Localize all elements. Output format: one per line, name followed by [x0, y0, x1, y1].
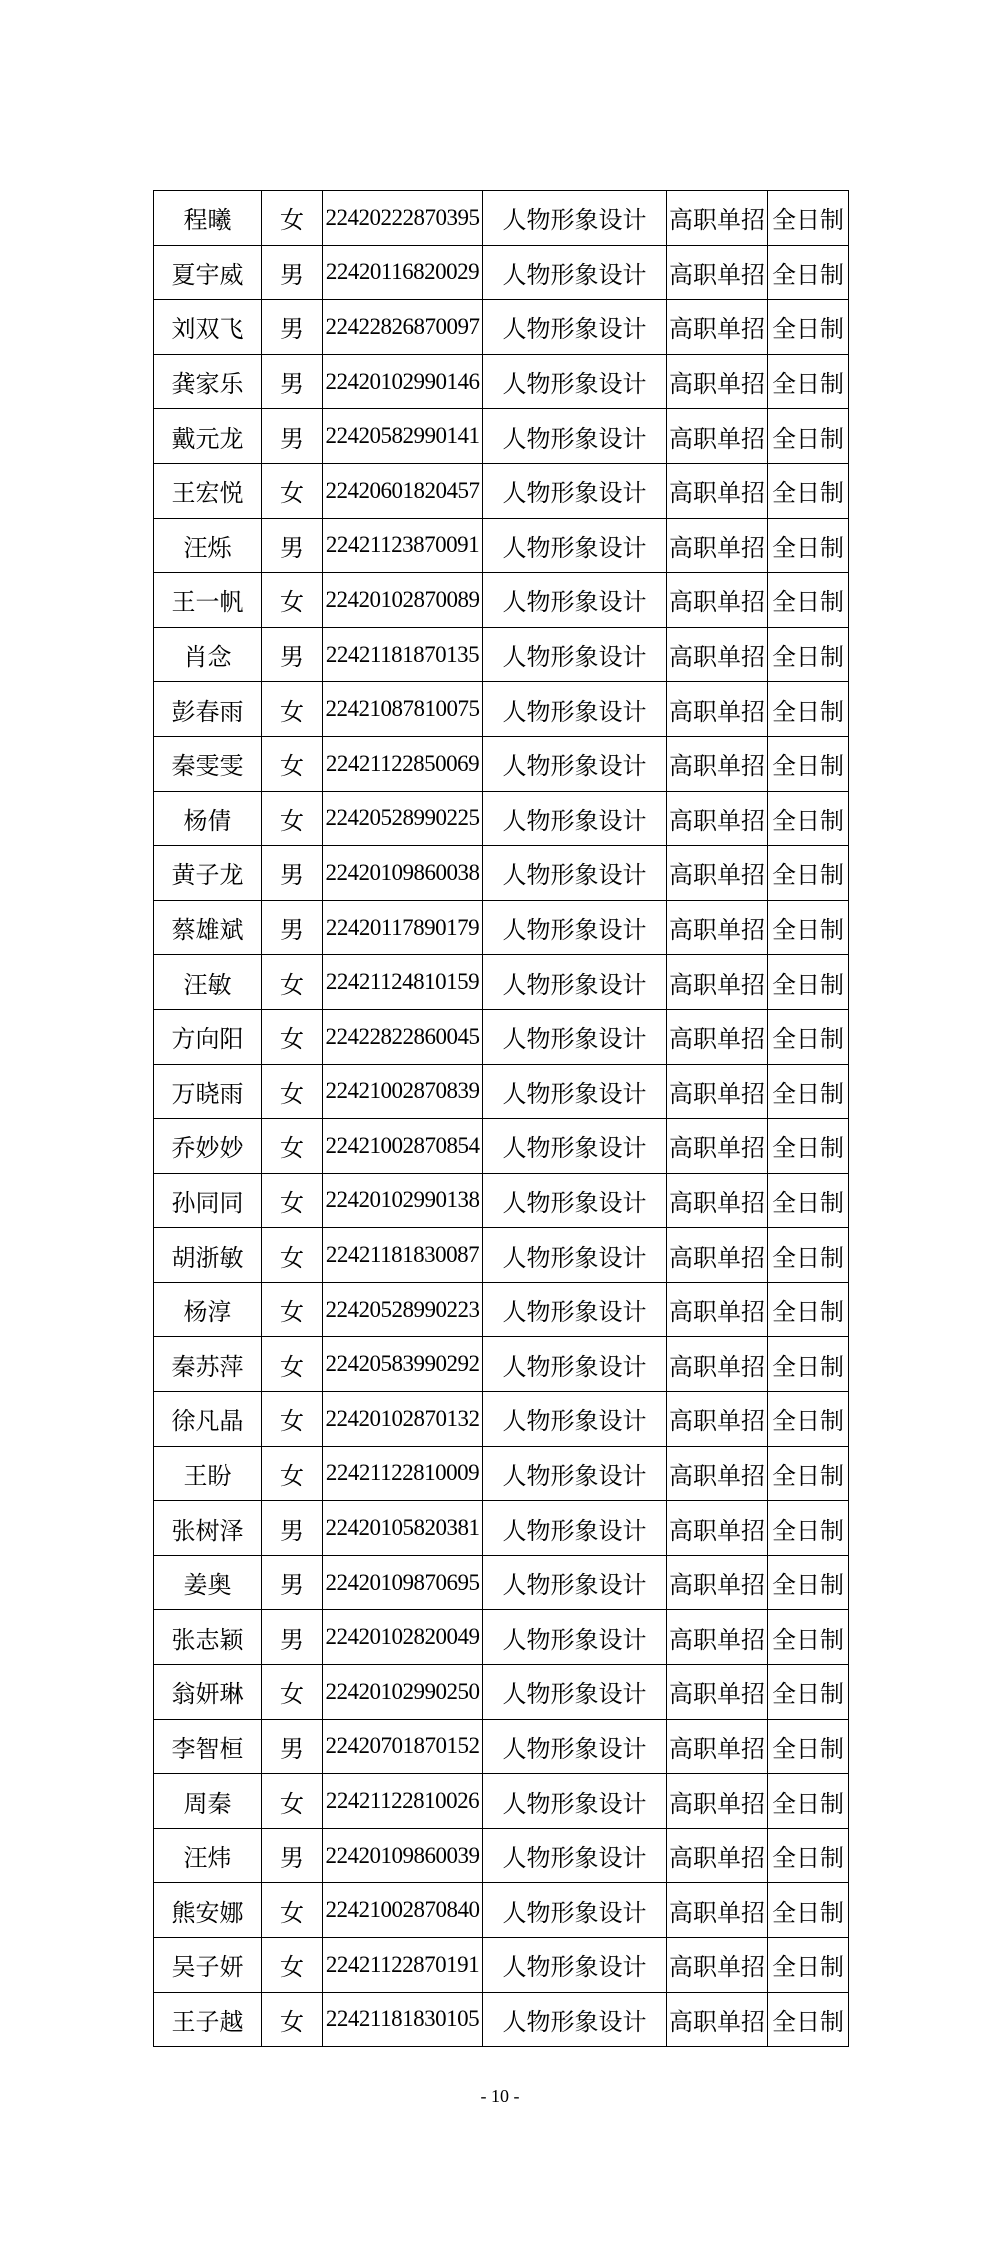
- name-cell: 徐凡晶: [154, 1392, 262, 1447]
- gender-cell: 女: [262, 463, 323, 518]
- major-cell: 人物形象设计: [483, 1938, 667, 1993]
- major-cell: 人物形象设计: [483, 1119, 667, 1174]
- major-cell: 人物形象设计: [483, 300, 667, 355]
- gender-cell: 女: [262, 791, 323, 846]
- major-cell: 人物形象设计: [483, 955, 667, 1010]
- study-mode-cell: 全日制: [768, 1392, 849, 1447]
- study-mode-cell: 全日制: [768, 1828, 849, 1883]
- gender-cell: 男: [262, 846, 323, 901]
- admission-type-cell: 高职单招: [667, 354, 768, 409]
- admission-type-cell: 高职单招: [667, 955, 768, 1010]
- name-cell: 熊安娜: [154, 1883, 262, 1938]
- study-mode-cell: 全日制: [768, 682, 849, 737]
- admission-type-cell: 高职单招: [667, 1555, 768, 1610]
- major-cell: 人物形象设计: [483, 1064, 667, 1119]
- gender-cell: 女: [262, 1665, 323, 1720]
- major-cell: 人物形象设计: [483, 354, 667, 409]
- table-row: [154, 1009, 849, 1064]
- study-mode-cell: 全日制: [768, 627, 849, 682]
- study-mode-cell: 全日制: [768, 1774, 849, 1829]
- table-row: [154, 245, 849, 300]
- exam-number-cell: 22421002870854: [323, 1119, 483, 1174]
- name-cell: 汪炜: [154, 1828, 262, 1883]
- admission-type-cell: 高职单招: [667, 1392, 768, 1447]
- exam-number-cell: 22420102990146: [323, 354, 483, 409]
- exam-number-cell: 22421181830087: [323, 1228, 483, 1283]
- gender-cell: 男: [262, 300, 323, 355]
- exam-number-cell: 22422822860045: [323, 1009, 483, 1064]
- table-row: [154, 736, 849, 791]
- table-row: [154, 1392, 849, 1447]
- major-cell: 人物形象设计: [483, 518, 667, 573]
- exam-number-cell: 22420102990250: [323, 1665, 483, 1720]
- study-mode-cell: 全日制: [768, 1719, 849, 1774]
- name-cell: 黄子龙: [154, 846, 262, 901]
- name-cell: 王宏悦: [154, 463, 262, 518]
- study-mode-cell: 全日制: [768, 409, 849, 464]
- study-mode-cell: 全日制: [768, 900, 849, 955]
- name-cell: 王一帆: [154, 573, 262, 628]
- gender-cell: 女: [262, 1992, 323, 2047]
- major-cell: 人物形象设计: [483, 627, 667, 682]
- admission-type-cell: 高职单招: [667, 1173, 768, 1228]
- student-list-table: [153, 190, 849, 2047]
- major-cell: 人物形象设计: [483, 1555, 667, 1610]
- major-cell: 人物形象设计: [483, 1228, 667, 1283]
- table-row: [154, 846, 849, 901]
- major-cell: 人物形象设计: [483, 1992, 667, 2047]
- name-cell: 程曦: [154, 191, 262, 246]
- exam-number-cell: 22421087810075: [323, 682, 483, 737]
- exam-number-cell: 22420528990225: [323, 791, 483, 846]
- table-row: [154, 1064, 849, 1119]
- major-cell: 人物形象设计: [483, 1392, 667, 1447]
- name-cell: 杨淳: [154, 1282, 262, 1337]
- major-cell: 人物形象设计: [483, 736, 667, 791]
- table-row: [154, 1992, 849, 2047]
- gender-cell: 女: [262, 1228, 323, 1283]
- study-mode-cell: 全日制: [768, 1992, 849, 2047]
- major-cell: 人物形象设计: [483, 409, 667, 464]
- admission-type-cell: 高职单招: [667, 791, 768, 846]
- major-cell: 人物形象设计: [483, 1446, 667, 1501]
- exam-number-cell: 22420528990223: [323, 1282, 483, 1337]
- name-cell: 汪烁: [154, 518, 262, 573]
- admission-type-cell: 高职单招: [667, 1282, 768, 1337]
- admission-type-cell: 高职单招: [667, 1501, 768, 1556]
- study-mode-cell: 全日制: [768, 1009, 849, 1064]
- table-row: [154, 955, 849, 1010]
- name-cell: 肖念: [154, 627, 262, 682]
- exam-number-cell: 22421122850069: [323, 736, 483, 791]
- table-row: [154, 1173, 849, 1228]
- name-cell: 万晓雨: [154, 1064, 262, 1119]
- major-cell: 人物形象设计: [483, 1282, 667, 1337]
- gender-cell: 女: [262, 1883, 323, 1938]
- name-cell: 刘双飞: [154, 300, 262, 355]
- gender-cell: 女: [262, 1337, 323, 1392]
- major-cell: 人物形象设计: [483, 1501, 667, 1556]
- gender-cell: 女: [262, 682, 323, 737]
- study-mode-cell: 全日制: [768, 1446, 849, 1501]
- gender-cell: 女: [262, 1774, 323, 1829]
- table-row: [154, 1337, 849, 1392]
- study-mode-cell: 全日制: [768, 463, 849, 518]
- table-row: [154, 1938, 849, 1993]
- gender-cell: 男: [262, 1719, 323, 1774]
- table-row: [154, 1610, 849, 1665]
- exam-number-cell: 22421122870191: [323, 1938, 483, 1993]
- table-row: [154, 1665, 849, 1720]
- exam-number-cell: 22421124810159: [323, 955, 483, 1010]
- major-cell: 人物形象设计: [483, 1828, 667, 1883]
- admission-type-cell: 高职单招: [667, 1228, 768, 1283]
- study-mode-cell: 全日制: [768, 1883, 849, 1938]
- study-mode-cell: 全日制: [768, 1119, 849, 1174]
- name-cell: 戴元龙: [154, 409, 262, 464]
- gender-cell: 男: [262, 245, 323, 300]
- admission-type-cell: 高职单招: [667, 1337, 768, 1392]
- study-mode-cell: 全日制: [768, 955, 849, 1010]
- admission-type-cell: 高职单招: [667, 1446, 768, 1501]
- exam-number-cell: 22421002870839: [323, 1064, 483, 1119]
- admission-type-cell: 高职单招: [667, 1828, 768, 1883]
- gender-cell: 女: [262, 1173, 323, 1228]
- exam-number-cell: 22420105820381: [323, 1501, 483, 1556]
- admission-type-cell: 高职单招: [667, 682, 768, 737]
- table-row: [154, 1119, 849, 1174]
- study-mode-cell: 全日制: [768, 518, 849, 573]
- gender-cell: 男: [262, 518, 323, 573]
- table-row: [154, 409, 849, 464]
- table-row: [154, 682, 849, 737]
- table-row: [154, 191, 849, 246]
- major-cell: 人物形象设计: [483, 682, 667, 737]
- admission-type-cell: 高职单招: [667, 1883, 768, 1938]
- name-cell: 翁妍琳: [154, 1665, 262, 1720]
- name-cell: 夏宇威: [154, 245, 262, 300]
- exam-number-cell: 22420117890179: [323, 900, 483, 955]
- major-cell: 人物形象设计: [483, 1009, 667, 1064]
- exam-number-cell: 22421181870135: [323, 627, 483, 682]
- table-row: [154, 354, 849, 409]
- exam-number-cell: 22421181830105: [323, 1992, 483, 2047]
- gender-cell: 女: [262, 1282, 323, 1337]
- major-cell: 人物形象设计: [483, 573, 667, 628]
- admission-type-cell: 高职单招: [667, 1064, 768, 1119]
- admission-type-cell: 高职单招: [667, 627, 768, 682]
- gender-cell: 女: [262, 1446, 323, 1501]
- name-cell: 汪敏: [154, 955, 262, 1010]
- admission-type-cell: 高职单招: [667, 1665, 768, 1720]
- exam-number-cell: 22420582990141: [323, 409, 483, 464]
- study-mode-cell: 全日制: [768, 300, 849, 355]
- table-row: [154, 1228, 849, 1283]
- exam-number-cell: 22420116820029: [323, 245, 483, 300]
- major-cell: 人物形象设计: [483, 463, 667, 518]
- table-row: [154, 900, 849, 955]
- name-cell: 李智桓: [154, 1719, 262, 1774]
- name-cell: 秦雯雯: [154, 736, 262, 791]
- gender-cell: 女: [262, 1009, 323, 1064]
- major-cell: 人物形象设计: [483, 1173, 667, 1228]
- major-cell: 人物形象设计: [483, 191, 667, 246]
- gender-cell: 女: [262, 955, 323, 1010]
- name-cell: 蔡雄斌: [154, 900, 262, 955]
- name-cell: 龚家乐: [154, 354, 262, 409]
- name-cell: 方向阳: [154, 1009, 262, 1064]
- gender-cell: 女: [262, 1938, 323, 1993]
- exam-number-cell: 22420109860039: [323, 1828, 483, 1883]
- table-row: [154, 1282, 849, 1337]
- study-mode-cell: 全日制: [768, 573, 849, 628]
- study-mode-cell: 全日制: [768, 1610, 849, 1665]
- exam-number-cell: 22420109860038: [323, 846, 483, 901]
- study-mode-cell: 全日制: [768, 1938, 849, 1993]
- study-mode-cell: 全日制: [768, 736, 849, 791]
- exam-number-cell: 22422826870097: [323, 300, 483, 355]
- name-cell: 张志颖: [154, 1610, 262, 1665]
- exam-number-cell: 22420701870152: [323, 1719, 483, 1774]
- gender-cell: 女: [262, 573, 323, 628]
- gender-cell: 男: [262, 1828, 323, 1883]
- page-number: - 10 -: [480, 2086, 520, 2106]
- study-mode-cell: 全日制: [768, 191, 849, 246]
- gender-cell: 女: [262, 191, 323, 246]
- study-mode-cell: 全日制: [768, 354, 849, 409]
- gender-cell: 女: [262, 1392, 323, 1447]
- table-row: [154, 627, 849, 682]
- admission-type-cell: 高职单招: [667, 463, 768, 518]
- table-row: [154, 791, 849, 846]
- major-cell: 人物形象设计: [483, 1883, 667, 1938]
- name-cell: 吴子妍: [154, 1938, 262, 1993]
- gender-cell: 男: [262, 354, 323, 409]
- gender-cell: 女: [262, 736, 323, 791]
- exam-number-cell: 22420102820049: [323, 1610, 483, 1665]
- study-mode-cell: 全日制: [768, 1337, 849, 1392]
- table-row: [154, 573, 849, 628]
- name-cell: 王子越: [154, 1992, 262, 2047]
- admission-type-cell: 高职单招: [667, 1719, 768, 1774]
- gender-cell: 男: [262, 409, 323, 464]
- gender-cell: 女: [262, 1119, 323, 1174]
- major-cell: 人物形象设计: [483, 245, 667, 300]
- major-cell: 人物形象设计: [483, 900, 667, 955]
- admission-type-cell: 高职单招: [667, 1774, 768, 1829]
- admission-type-cell: 高职单招: [667, 900, 768, 955]
- name-cell: 周秦: [154, 1774, 262, 1829]
- table-row: [154, 1719, 849, 1774]
- exam-number-cell: 22420222870395: [323, 191, 483, 246]
- gender-cell: 女: [262, 1064, 323, 1119]
- admission-type-cell: 高职单招: [667, 736, 768, 791]
- study-mode-cell: 全日制: [768, 846, 849, 901]
- admission-type-cell: 高职单招: [667, 245, 768, 300]
- exam-number-cell: 22421122810009: [323, 1446, 483, 1501]
- name-cell: 秦苏萍: [154, 1337, 262, 1392]
- name-cell: 姜奥: [154, 1555, 262, 1610]
- name-cell: 彭春雨: [154, 682, 262, 737]
- exam-number-cell: 22420583990292: [323, 1337, 483, 1392]
- admission-type-cell: 高职单招: [667, 1938, 768, 1993]
- table-body: [154, 191, 849, 2047]
- table-row: [154, 1555, 849, 1610]
- exam-number-cell: 22421123870091: [323, 518, 483, 573]
- admission-type-cell: 高职单招: [667, 300, 768, 355]
- exam-number-cell: 22420109870695: [323, 1555, 483, 1610]
- exam-number-cell: 22420102990138: [323, 1173, 483, 1228]
- name-cell: 孙同同: [154, 1173, 262, 1228]
- study-mode-cell: 全日制: [768, 1282, 849, 1337]
- table-row: [154, 1774, 849, 1829]
- study-mode-cell: 全日制: [768, 245, 849, 300]
- exam-number-cell: 22421122810026: [323, 1774, 483, 1829]
- admission-type-cell: 高职单招: [667, 518, 768, 573]
- study-mode-cell: 全日制: [768, 1173, 849, 1228]
- table-row: [154, 518, 849, 573]
- admission-type-cell: 高职单招: [667, 1610, 768, 1665]
- exam-number-cell: 22421002870840: [323, 1883, 483, 1938]
- admission-type-cell: 高职单招: [667, 409, 768, 464]
- table-row: [154, 1828, 849, 1883]
- admission-type-cell: 高职单招: [667, 846, 768, 901]
- major-cell: 人物形象设计: [483, 1665, 667, 1720]
- name-cell: 胡浙敏: [154, 1228, 262, 1283]
- major-cell: 人物形象设计: [483, 791, 667, 846]
- study-mode-cell: 全日制: [768, 1064, 849, 1119]
- gender-cell: 男: [262, 1501, 323, 1556]
- major-cell: 人物形象设计: [483, 846, 667, 901]
- name-cell: 张树泽: [154, 1501, 262, 1556]
- major-cell: 人物形象设计: [483, 1719, 667, 1774]
- table-row: [154, 1446, 849, 1501]
- admission-type-cell: 高职单招: [667, 1009, 768, 1064]
- major-cell: 人物形象设计: [483, 1337, 667, 1392]
- exam-number-cell: 22420102870089: [323, 573, 483, 628]
- admission-type-cell: 高职单招: [667, 573, 768, 628]
- table-row: [154, 300, 849, 355]
- table-row: [154, 1501, 849, 1556]
- study-mode-cell: 全日制: [768, 791, 849, 846]
- study-mode-cell: 全日制: [768, 1665, 849, 1720]
- name-cell: 杨倩: [154, 791, 262, 846]
- gender-cell: 男: [262, 900, 323, 955]
- gender-cell: 男: [262, 1610, 323, 1665]
- exam-number-cell: 22420601820457: [323, 463, 483, 518]
- study-mode-cell: 全日制: [768, 1228, 849, 1283]
- study-mode-cell: 全日制: [768, 1555, 849, 1610]
- admission-type-cell: 高职单招: [667, 1992, 768, 2047]
- name-cell: 乔妙妙: [154, 1119, 262, 1174]
- gender-cell: 男: [262, 627, 323, 682]
- table-row: [154, 1883, 849, 1938]
- admission-type-cell: 高职单招: [667, 1119, 768, 1174]
- major-cell: 人物形象设计: [483, 1610, 667, 1665]
- table-row: [154, 463, 849, 518]
- name-cell: 王盼: [154, 1446, 262, 1501]
- admission-type-cell: 高职单招: [667, 191, 768, 246]
- major-cell: 人物形象设计: [483, 1774, 667, 1829]
- gender-cell: 男: [262, 1555, 323, 1610]
- exam-number-cell: 22420102870132: [323, 1392, 483, 1447]
- study-mode-cell: 全日制: [768, 1501, 849, 1556]
